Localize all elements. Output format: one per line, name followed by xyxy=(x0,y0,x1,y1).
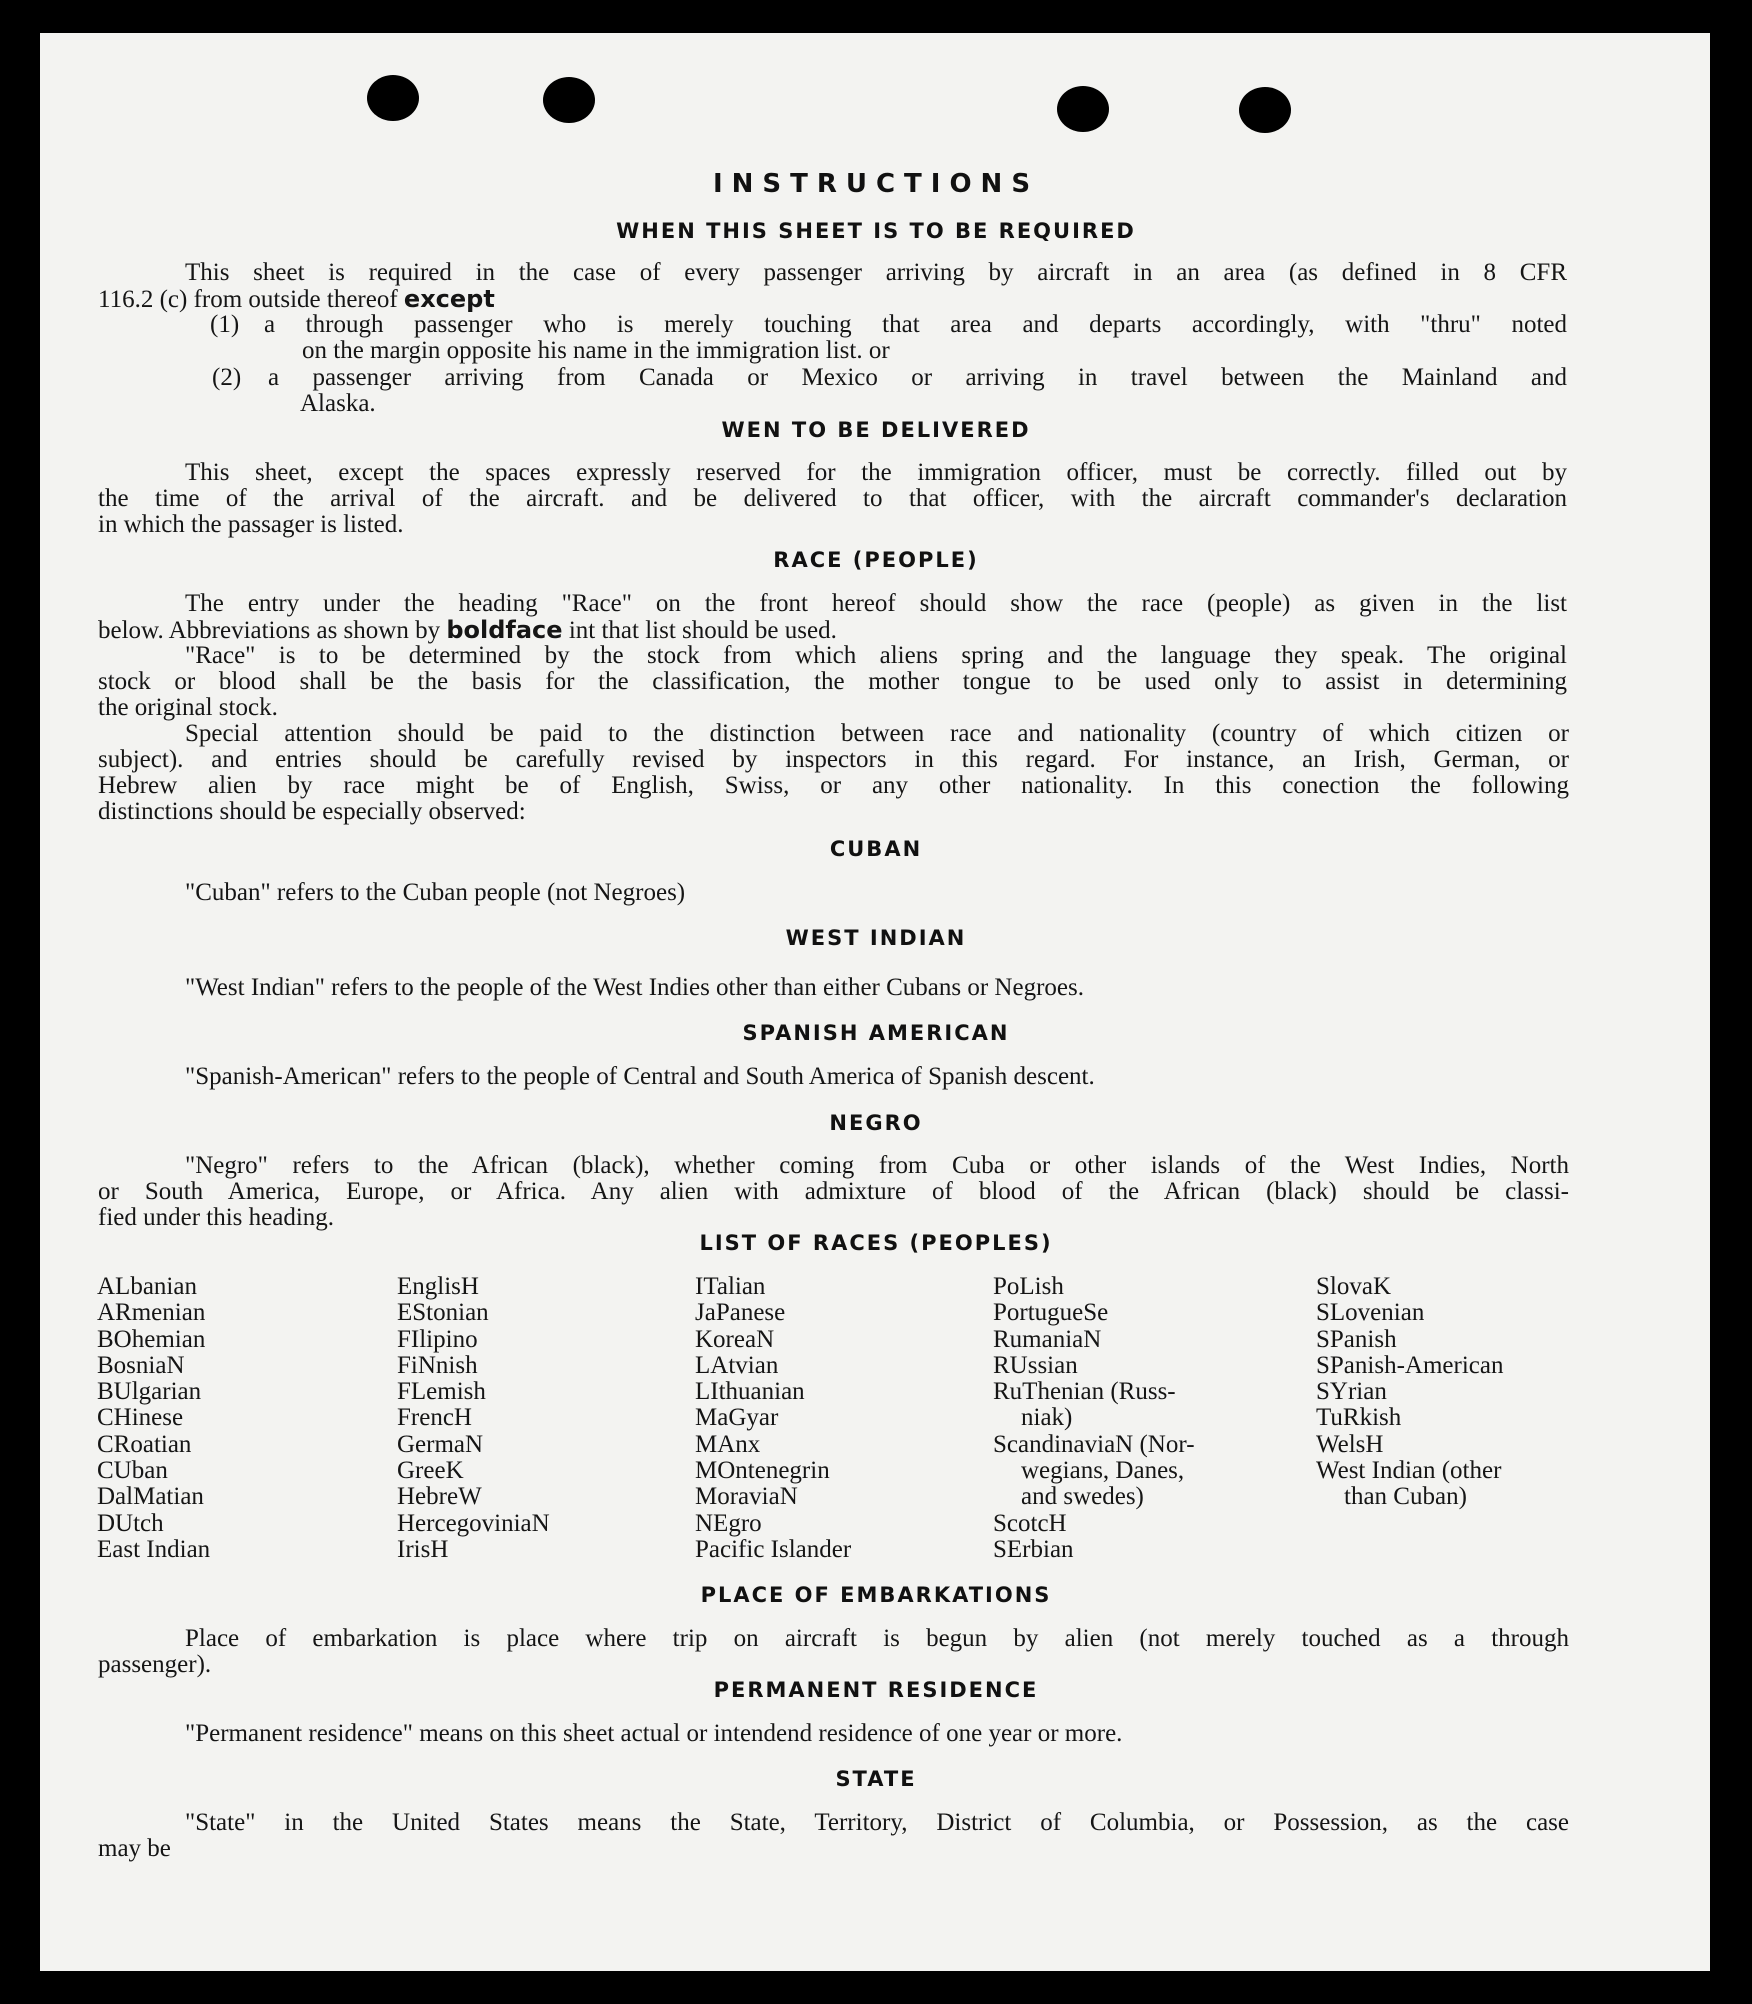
list-item: ALbanian xyxy=(97,1273,197,1300)
list-item: SPanish-American xyxy=(1316,1351,1504,1379)
bold-text: boldface xyxy=(446,616,563,644)
list-item: MOntenegrin xyxy=(695,1457,830,1485)
list-item: BOhemian xyxy=(97,1325,206,1353)
list-item: Pacific Islander xyxy=(695,1535,852,1563)
section-heading-delivered: WEN TO BE DELIVERED xyxy=(721,418,1031,442)
list-item: MAnx xyxy=(695,1430,761,1458)
list-item-line: a through passenger who is merely touching that area and departs accordingly, with "thru" noted xyxy=(264,311,1567,338)
paragraph-line: below. Abbreviations as shown by boldface int that list should be used. xyxy=(98,616,837,644)
list-item: JaPanese xyxy=(695,1299,786,1327)
list-item: LAtvian xyxy=(695,1351,779,1379)
list-item: RumaniaN xyxy=(993,1325,1102,1353)
paragraph-line: Place of embarkation is place where trip on aircraft is begun by alien (not merely touched as a through xyxy=(185,1625,1569,1652)
list-item-line: a passenger arriving from Canada or Mexico or arriving in travel between the Mainland and xyxy=(268,364,1567,391)
paragraph-line: Hebrew alien by race might be of English, Swiss, or any other nationality. In this conection the following xyxy=(98,772,1569,799)
races-column xyxy=(993,1274,1195,1563)
list-item: East Indian xyxy=(97,1535,211,1563)
list-item: BosniaN xyxy=(97,1351,185,1379)
list-item: MoraviaN xyxy=(695,1483,798,1511)
list-item: DUtch xyxy=(97,1509,164,1537)
paragraph-line: distinctions should be especially observed: xyxy=(98,798,526,825)
list-item: TuRkish xyxy=(1316,1404,1402,1432)
list-item: GermaN xyxy=(397,1430,484,1458)
list-item: ITalian xyxy=(695,1273,766,1300)
list-item: FLemish xyxy=(397,1378,486,1406)
list-item: HebreW xyxy=(397,1483,482,1511)
races-column xyxy=(1316,1274,1503,1511)
list-item: ScandinaviaN (Nor- xyxy=(993,1430,1195,1458)
paragraph-line: the original stock. xyxy=(98,694,278,721)
paragraph-line: passenger). xyxy=(98,1651,212,1678)
races-column xyxy=(397,1274,550,1563)
section-heading-embarkation: PLACE OF EMBARKATIONS xyxy=(700,1583,1052,1607)
list-item: FIlipino xyxy=(397,1325,478,1353)
paragraph-line: stock or blood shall be the basis for the classification, the mother tongue to be used only to assist in determining xyxy=(98,668,1567,695)
paragraph-line: fied under this heading. xyxy=(98,1204,335,1231)
section-heading-list-of-races: LIST OF RACES (PEOPLES) xyxy=(699,1231,1053,1255)
list-item: SLovenian xyxy=(1316,1299,1425,1327)
races-column xyxy=(97,1274,210,1563)
list-item: SErbian xyxy=(993,1535,1074,1563)
paragraph-line: "State" in the United States means the State, Territory, District of Columbia, or Possession, as the case xyxy=(185,1809,1569,1836)
punch-hole xyxy=(543,77,595,123)
paragraph-line: Special attention should be paid to the distinction between race and nationality (country of which citizen or xyxy=(185,720,1569,747)
list-item: LIthuanian xyxy=(695,1378,805,1406)
list-item: DalMatian xyxy=(97,1483,204,1511)
list-item: KoreaN xyxy=(695,1325,775,1353)
punch-hole xyxy=(1239,87,1291,133)
list-item: PortugueSe xyxy=(993,1299,1109,1327)
paragraph-line: "Negro" refers to the African (black), whether coming from Cuba or other islands of the West Indies, North xyxy=(185,1152,1569,1179)
list-item: than Cuban) xyxy=(1344,1483,1467,1511)
list-item: EnglisH xyxy=(397,1273,479,1300)
paragraph-line: "Cuban" refers to the Cuban people (not Negroes) xyxy=(185,879,686,906)
list-item: CRoatian xyxy=(97,1430,192,1458)
paragraph-line: This sheet is required in the case of every passenger arriving by aircraft in an area (as defined in 8 CFR xyxy=(185,259,1567,286)
list-item: SYrian xyxy=(1316,1378,1387,1406)
list-item: West Indian (other xyxy=(1316,1457,1502,1485)
list-item: and swedes) xyxy=(1021,1483,1144,1511)
list-item: SPanish xyxy=(1316,1325,1397,1353)
paragraph-line: the time of the arrival of the aircraft. and be delivered to that officer, with the aircraft commander's declaration xyxy=(98,485,1567,512)
punch-hole xyxy=(1057,86,1109,132)
list-item: MaGyar xyxy=(695,1404,779,1432)
paragraph-line: "Spanish-American" refers to the people of Central and South America of Spanish descent. xyxy=(185,1063,1095,1090)
section-heading-west-indian: WEST INDIAN xyxy=(785,926,967,950)
punch-hole xyxy=(367,75,419,121)
list-item: niak) xyxy=(1021,1404,1073,1432)
paragraph-line: This sheet, except the spaces expressly reserved for the immigration officer, must be correctly. filled out by xyxy=(185,459,1567,486)
section-heading-spanish-american: SPANISH AMERICAN xyxy=(742,1021,1010,1045)
bold-text: except xyxy=(403,285,495,313)
list-item: CUban xyxy=(97,1457,168,1485)
list-number: (2) xyxy=(212,364,242,391)
list-item: wegians, Danes, xyxy=(1021,1457,1185,1485)
paragraph-line: may be xyxy=(98,1835,171,1862)
list-item: ARmenian xyxy=(97,1299,206,1327)
list-item: BUlgarian xyxy=(97,1378,202,1406)
section-heading-permanent-residence: PERMANENT RESIDENCE xyxy=(713,1678,1039,1702)
list-item: PoLish xyxy=(993,1273,1064,1300)
list-item: CHinese xyxy=(97,1404,184,1432)
list-item: WelsH xyxy=(1316,1430,1384,1458)
list-item: FiNnish xyxy=(397,1351,478,1379)
races-column xyxy=(695,1274,851,1563)
list-item: FrencH xyxy=(397,1404,472,1432)
section-heading-required: WHEN THIS SHEET IS TO BE REQUIRED xyxy=(616,219,1136,243)
section-heading-cuban: CUBAN xyxy=(829,837,923,861)
list-item: GreeK xyxy=(397,1457,464,1485)
list-item: RUssian xyxy=(993,1351,1078,1379)
paragraph-line: in which the passager is listed. xyxy=(98,511,404,538)
list-item: SlovaK xyxy=(1316,1273,1391,1300)
paragraph-line: "Permanent residence" means on this sheet actual or intendend residence of one year or more. xyxy=(185,1720,1123,1747)
list-item-line: on the margin opposite his name in the immigration list. or xyxy=(302,337,890,364)
list-number: (1) xyxy=(210,311,240,338)
list-item: NEgro xyxy=(695,1509,762,1537)
paragraph-line: "Race" is to be determined by the stock from which aliens spring and the language they speak. The original xyxy=(185,642,1567,669)
paragraph-line: subject). and entries should be carefully revised by inspectors in this regard. For instance, an Irish, German, or xyxy=(98,746,1569,773)
list-item: IrisH xyxy=(397,1535,449,1563)
paragraph-line: The entry under the heading "Race" on the front hereof should show the race (people) as given in the list xyxy=(185,590,1567,617)
list-item: RuThenian (Russ- xyxy=(993,1378,1176,1406)
paragraph-line: or South America, Europe, or Africa. Any alien with admixture of blood of the African (black) should be classi- xyxy=(98,1178,1569,1205)
list-item: HercegoviniaN xyxy=(397,1509,550,1537)
list-item-line: Alaska. xyxy=(300,390,376,417)
paragraph-line: 116.2 (c) from outside thereof except xyxy=(98,285,495,313)
list-item: EStonian xyxy=(397,1299,489,1327)
list-item: ScotcH xyxy=(993,1509,1067,1537)
section-heading-negro: NEGRO xyxy=(829,1111,923,1135)
page-title: INSTRUCTIONS xyxy=(712,169,1040,199)
paragraph-line: "West Indian" refers to the people of the West Indies other than either Cubans or Negroes. xyxy=(185,974,1084,1001)
section-heading-race: RACE (PEOPLE) xyxy=(773,548,979,572)
section-heading-state: STATE xyxy=(835,1767,917,1791)
